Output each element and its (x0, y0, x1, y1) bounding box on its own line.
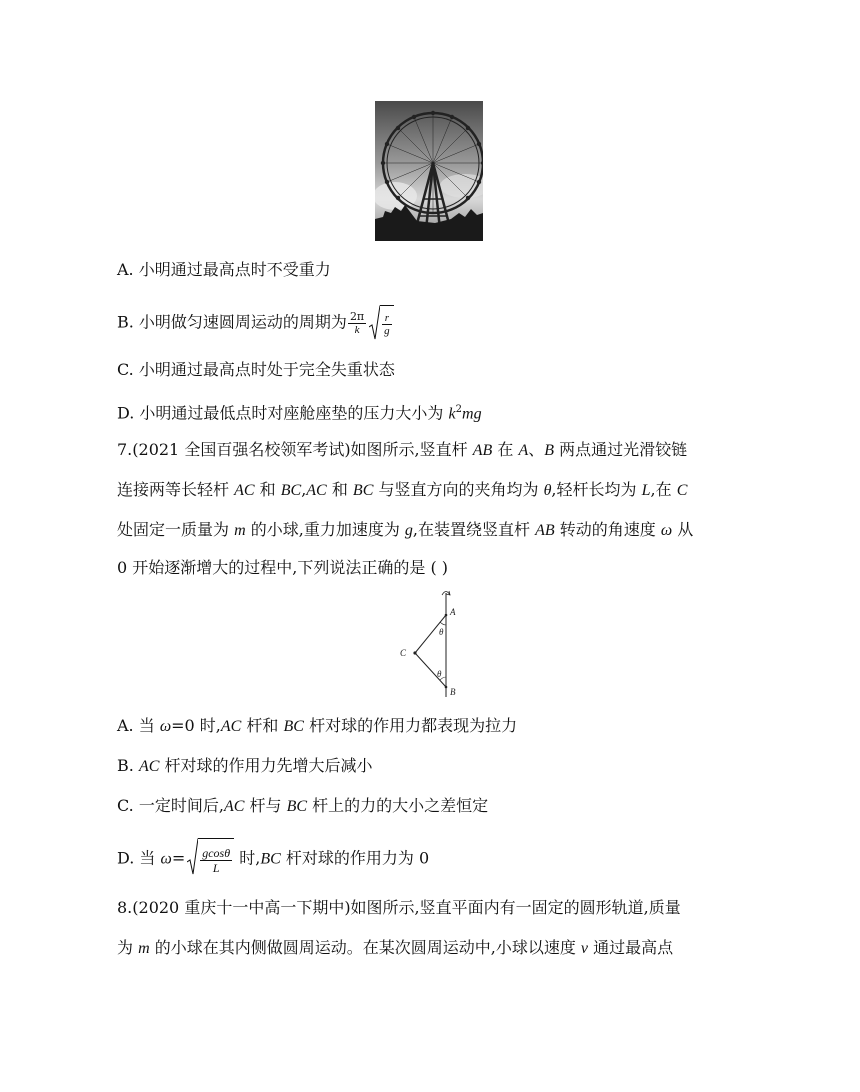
var-BC: BC (286, 798, 308, 815)
q6-option-c-text: C. 小明通过最高点时处于完全失重状态 (117, 360, 395, 379)
label-theta-top: θ (439, 627, 444, 637)
text: 时, (234, 848, 261, 868)
text: 从 (672, 520, 694, 539)
label-A: A (450, 607, 456, 617)
rod-pendulum-diagram (398, 585, 468, 697)
var-omega: ω (160, 850, 172, 868)
var-v: v (580, 940, 589, 957)
q7-option-b (117, 756, 372, 777)
radical-sign-icon (187, 838, 198, 876)
var-BC: BC (283, 718, 304, 735)
fraction-denominator: k (354, 323, 360, 336)
exponent: 2 (455, 404, 463, 415)
q7-option-c (117, 796, 488, 817)
var-k: k (448, 405, 456, 423)
var-A: A (518, 442, 529, 459)
var-omega: ω (660, 522, 673, 539)
text: = (171, 848, 186, 868)
q6-option-d (117, 400, 482, 424)
text: ,在装置绕竖直杆 (412, 520, 536, 539)
var-AC: AC (306, 482, 327, 499)
text: B. (117, 756, 139, 775)
q8-stem-line2 (117, 938, 673, 959)
fraction-numerator: 2π (349, 309, 365, 323)
ball-C (413, 651, 416, 654)
var-BC: BC (280, 482, 302, 499)
text: 和 (326, 480, 353, 499)
text: 杆上的力的大小之差恒定 (307, 796, 489, 815)
text: 与竖直方向的夹角均为 (373, 480, 544, 499)
fraction-denominator: L (212, 861, 220, 875)
var-AB: AB (472, 442, 493, 459)
var-m: m (138, 940, 150, 957)
text: 的小球在其内侧做圆周运动。在某次圆周运动中,小球以速度 (149, 938, 581, 957)
var-AB: AB (535, 522, 555, 539)
var-BC: BC (352, 482, 374, 499)
text: 杆对球的作用力为 0 (280, 848, 430, 868)
q6-option-a (117, 260, 331, 280)
var-AC: AC (234, 482, 255, 499)
text: =0 时, (171, 716, 221, 735)
q6-option-b-text: B. 小明做匀速圆周运动的周期为 (117, 312, 347, 332)
var-AC: AC (223, 798, 245, 815)
text: C. 一定时间后, (117, 796, 224, 815)
angle-arc-top (440, 622, 446, 625)
q6-option-a-text: A. 小明通过最高点时不受重力 (117, 260, 331, 279)
q8-stem-line1 (117, 898, 681, 918)
radical-sign-icon (369, 305, 380, 341)
text: 转动的角速度 (554, 520, 661, 539)
text: 连接两等长轻杆 (117, 480, 235, 499)
q7-stem-line4 (117, 558, 448, 578)
text: 7.(2021 全国百强名校领军考试)如图所示,竖直杆 (117, 440, 473, 459)
text: 0 开始逐渐增大的过程中,下列说法正确的是 ( ) (117, 558, 449, 577)
text: ,在 (650, 480, 677, 499)
ferris-wheel-photo (375, 101, 483, 241)
text: D. 当 (117, 848, 161, 868)
hinge-A (445, 614, 448, 617)
text: A. 当 (117, 716, 160, 735)
label-C: C (400, 648, 407, 658)
fraction-numerator: gcosθ (202, 846, 231, 860)
var-L: L (641, 482, 651, 499)
fraction-denominator: g (384, 325, 390, 337)
text: , (301, 480, 307, 499)
q7-option-d (117, 838, 429, 878)
text: 杆与 (244, 796, 287, 815)
q7-stem-line3 (117, 520, 693, 541)
var-C: C (676, 482, 688, 499)
var-omega: ω (159, 718, 172, 735)
var-g: g (404, 522, 413, 539)
text: 杆对球的作用力先增大后减小 (159, 756, 373, 775)
q7-option-d-sqrt (187, 838, 234, 880)
var-theta: θ (543, 482, 552, 499)
text: 通过最高点 (588, 938, 674, 957)
q6-option-b-fraction (348, 311, 366, 336)
q6-option-d-text: D. 小明通过最低点时对座舱座垫的压力大小为 (117, 403, 449, 423)
text: 杆对球的作用力都表现为拉力 (303, 716, 518, 735)
q7-stem-line1 (117, 440, 687, 461)
var-B: B (544, 442, 555, 459)
fraction-numerator: r (382, 312, 392, 325)
text: 的小球,重力加速度为 (245, 520, 405, 539)
text: 和 (254, 480, 281, 499)
text: 两点通过光滑铰链 (554, 440, 688, 459)
text: 在 (492, 440, 519, 459)
var-m: m (234, 522, 246, 539)
label-B: B (450, 687, 456, 697)
q6-option-c (117, 360, 395, 380)
q6-option-b-sqrt (369, 305, 394, 341)
q7-option-a (117, 716, 517, 737)
label-theta-bottom: θ (437, 669, 442, 679)
text: 杆和 (241, 716, 284, 735)
text: 为 (117, 938, 139, 957)
q7-stem-line2 (117, 480, 687, 501)
q6-option-b (117, 305, 394, 339)
hinge-B (445, 686, 448, 689)
text: 8.(2020 重庆十一中高一下期中)如图所示,竖直平面内有一固定的圆形轨道,质量 (117, 898, 681, 917)
var-BC: BC (260, 850, 281, 868)
text: 处固定一质量为 (117, 520, 235, 539)
var-AC: AC (138, 758, 160, 775)
var-mg: mg (462, 405, 482, 423)
var-AC: AC (220, 718, 242, 735)
text: 、 (528, 440, 545, 459)
text: ,轻杆长均为 (551, 480, 642, 499)
